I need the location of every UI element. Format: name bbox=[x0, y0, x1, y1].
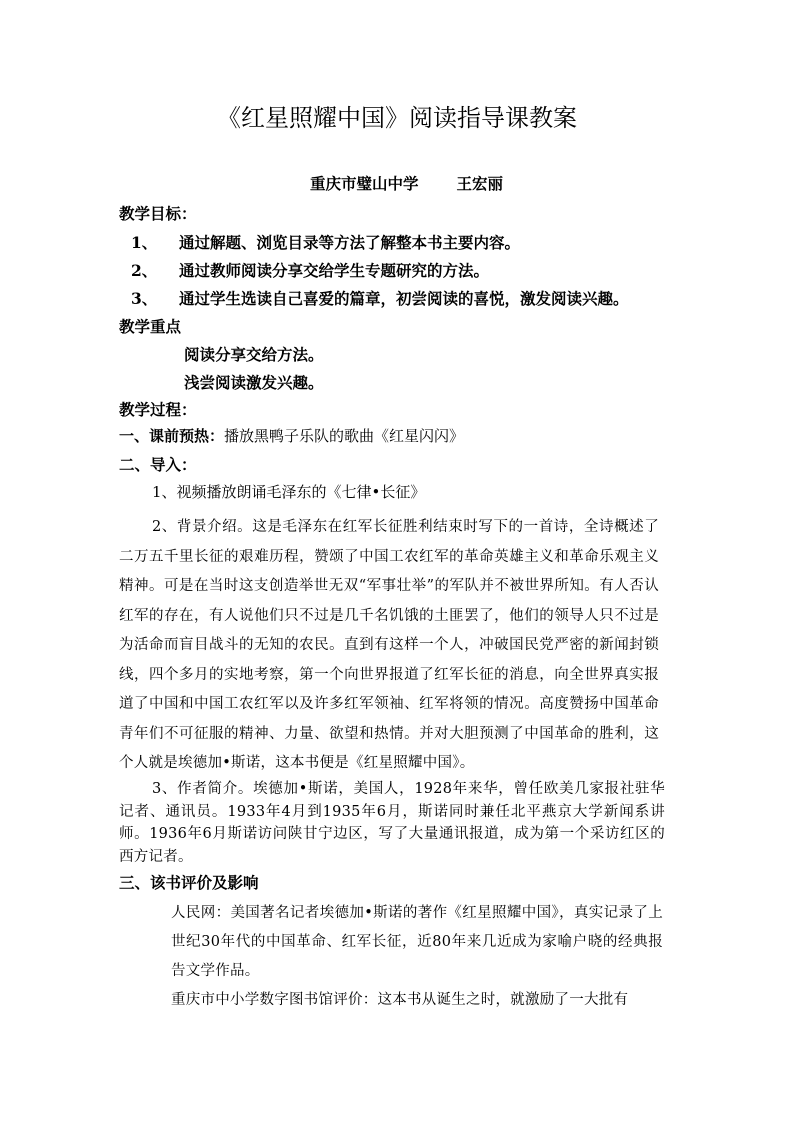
focus-heading: 教学重点 bbox=[119, 317, 182, 336]
goal-text: 通过教师阅读分享交给学生专题研究的方法。 bbox=[179, 261, 490, 280]
goal-text: 通过学生选读自己喜爱的篇章，初尝阅读的喜悦，激发阅读兴趣。 bbox=[179, 289, 629, 308]
goal-text: 通过解题、浏览目录等方法了解整本书主要内容。 bbox=[179, 233, 521, 252]
intro-step-2-paragraph: 2、背景介绍。这是毛泽东在红军长征胜利结束时写下的一首诗，全诗概述了二万五千里长征的艰难历程，赞颂了中国工农红军的革命英雄主义和革命乐观主义精神。可是在当时这支创造举世无双“军事壮举”的军队并不被世界所知。有人否认红军的存在，有人说他们只不过是几千名饥饿的土匪罢了，他们的领导人只不过是为活命而盲目战斗的无知的农民。直到有这样一个人，冲破国民党严密的新闻封锁线，四个多月的实地考察，第一个向世界报道了红军长征的消息，向全世界真实报道了中国和中国工农红军以及许多红军领袖、红军将领的情况。高度赞扬中国革命青年们不可征服的精神、力量、欲望和热情。并对大胆预测了中国革命的胜利，这个人就是埃德加•斯诺，这本书便是《红星照耀中国》。 bbox=[119, 519, 659, 771]
goals-heading: 教学目标： bbox=[119, 204, 197, 223]
intro-heading: 二、导入： bbox=[119, 455, 197, 474]
evaluation-heading: 三、该书评价及影响 bbox=[119, 873, 259, 892]
pre-class-line bbox=[119, 429, 464, 444]
pre-class-text: 播放黑鸭子乐队的歌曲《红星闪闪》 bbox=[224, 427, 465, 445]
review-paragraph: 人民网：美国著名记者埃德加•斯诺的著作《红星照耀中国》，真实记录了上世纪30年代的中国革命、红军长征，近80年来几近成为家喻户晓的经典报告文学作品。 bbox=[171, 905, 663, 979]
author-line bbox=[310, 176, 503, 192]
focus-item: 浅尝阅读激发兴趣。 bbox=[184, 373, 324, 392]
goal-number: 1、 bbox=[131, 233, 158, 252]
goal-number: 3、 bbox=[131, 289, 158, 308]
pre-class-label: 一、课前预热： bbox=[119, 427, 225, 445]
goal-number: 2、 bbox=[131, 261, 158, 280]
focus-item: 阅读分享交给方法。 bbox=[184, 345, 324, 364]
page-title: 《红星照耀中国》阅读指导课教案 bbox=[217, 104, 577, 132]
review-paragraph: 重庆市中小学数字图书馆评价：这本书从诞生之时，就激励了一大批有 bbox=[171, 992, 629, 1008]
process-heading: 教学过程： bbox=[119, 400, 197, 419]
author-name: 王宏丽 bbox=[456, 174, 504, 193]
goal-item bbox=[131, 291, 629, 307]
intro-step-1: 1、视频播放朗诵毛泽东的《七律•长征》 bbox=[152, 483, 426, 501]
author-school: 重庆市璧山中学 bbox=[310, 174, 419, 193]
goal-item bbox=[131, 235, 520, 251]
intro-step-3-paragraph: 3、作者简介。埃德加•斯诺，美国人，1928年来华，曾任欧美几家报社驻华记者、通讯员。1933年4月到1935年6月，斯诺同时兼任北平燕京大学新闻系讲师。1936年6月斯诺访问陕甘宁边区，写了大量通讯报道，成为第一个采访红区的西方记者。 bbox=[119, 781, 665, 865]
goal-item bbox=[131, 263, 489, 279]
